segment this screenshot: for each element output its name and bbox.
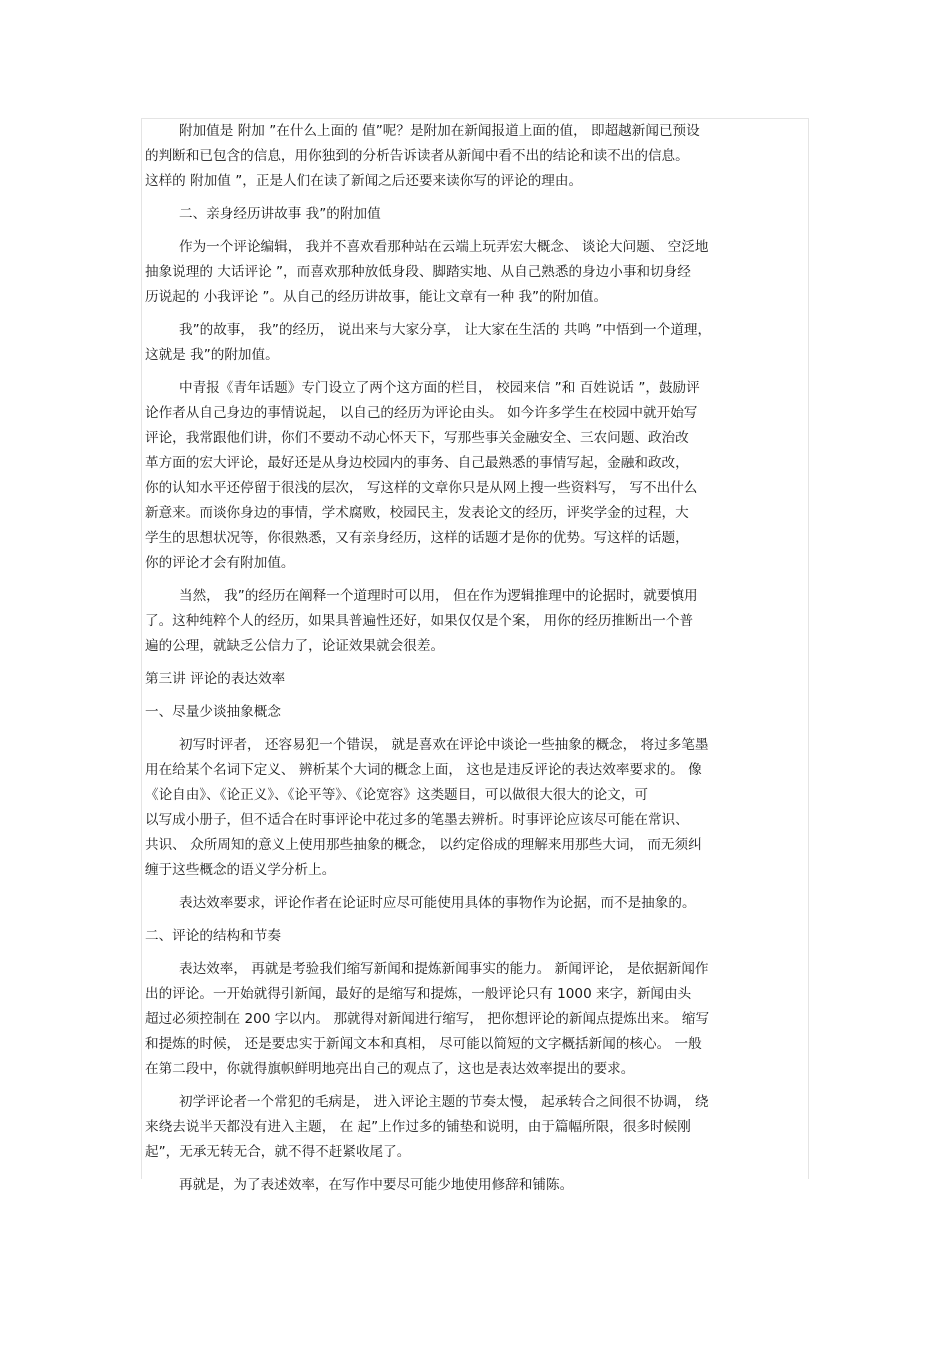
text-line: 抽象说理的 大话评论 ”，而喜欢那种放低身段、脚踏实地、从自己熟悉的身边小事和切身经 [145, 264, 691, 280]
paragraph [145, 119, 805, 194]
text-line: 论作者从自己身边的事情说起， 以自己的经历为评论由头。 如今许多学生在校园中就开始写 [145, 405, 698, 421]
text-line: 了。这种纯粹个人的经历，如果具普遍性还好，如果仅仅是个案， 用你的经历推断出一个普 [145, 613, 694, 629]
text-line: 用在给某个名词下定义、 辨析某个大词的概念上面， 这也是违反评论的表达效率要求的。 像 [145, 762, 702, 778]
text-line: 和提炼的时候， 还是要忠实于新闻文本和真相， 尽可能以简短的文字概括新闻的核心。 一般 [145, 1036, 702, 1052]
section-heading: 二、评论的结构和节奏 [145, 928, 281, 944]
text-line: 《论自由》、《论正义》、《论平等》、《论宽容》这类题目，可以做很大很大的论文，可 [145, 787, 648, 803]
text-line: 中青报《青年话题》专门设立了两个这方面的栏目， 校园来信 ”和 百姓说话 ”，鼓励评 [179, 380, 700, 396]
text-line: 这就是 我”的附加值。 [145, 347, 279, 363]
text-line: 再就是，为了表述效率，在写作中要尽可能少地使用修辞和铺陈。 [179, 1177, 574, 1193]
text-line: 新意来。而谈你身边的事情，学术腐败，校园民主，发表论文的经历，评奖学金的过程，大 [145, 505, 689, 521]
document-body [145, 119, 805, 1206]
section-heading: 一、尽量少谈抽象概念 [145, 704, 281, 720]
text-line: 历说起的 小我评论 ”。从自己的经历讲故事，能让文章有一种 我”的附加值。 [145, 289, 608, 305]
text-line: 遍的公理，就缺乏公信力了，论证效果就会很差。 [145, 638, 445, 654]
text-line: 出的评论。一开始就得引新闻，最好的是缩写和提炼，一般评论只有 1000 来字，新闻由头 [145, 986, 692, 1002]
text-line: 你的认知水平还停留于很浅的层次， 写这样的文章你只是从网上搜一些资料写， 写不出什么 [145, 480, 698, 496]
text-line: 当然， 我”的经历在阐释一个道理时可以用， 但在作为逻辑推理中的论据时，就要慎用 [179, 588, 698, 604]
text-line: 革方面的宏大评论，最好还是从身边校园内的事务、自己最熟悉的事情写起，金融和政改， [145, 455, 689, 471]
text-line: 初写时评者， 还容易犯一个错误， 就是喜欢在评论中谈论一些抽象的概念， 将过多笔墨 [179, 737, 709, 753]
text-line: 我”的故事， 我”的经历， 说出来与大家分享， 让大家在生活的 共鸣 ”中悟到一个道理， [179, 322, 712, 338]
text-line: 附加值是 附加 ”在什么上面的 值”呢？是附加在新闻报道上面的值， 即超越新闻已预设 [179, 123, 700, 139]
paragraph [145, 957, 805, 1082]
text-line: 表达效率， 再就是考验我们缩写新闻和提炼新闻事实的能力。 新闻评论， 是依据新闻作 [179, 961, 709, 977]
paragraph [145, 318, 805, 368]
text-line: 你的评论才会有附加值。 [145, 555, 295, 571]
text-line: 起”，无承无转无合，就不得不赶紧收尾了。 [145, 1144, 411, 1160]
text-line: 共识、 众所周知的意义上使用那些抽象的概念， 以约定俗成的理解来用那些大词， 而无须纠 [145, 837, 702, 853]
text-line: 评论，我常跟他们讲，你们不要动不动心怀天下，写那些事关金融安全、三农问题、政治改 [145, 430, 689, 446]
paragraph [145, 891, 805, 916]
text-line: 表达效率要求，评论作者在论证时应尽可能使用具体的事物作为论据，而不是抽象的。 [179, 895, 696, 911]
section-heading: 二、亲身经历讲故事 我”的附加值 [179, 206, 381, 222]
text-line: 作为一个评论编辑， 我并不喜欢看那种站在云端上玩弄宏大概念、 谈论大问题、 空泛地 [179, 239, 709, 255]
text-line: 学生的思想状况等，你很熟悉，又有亲身经历，这样的话题才是你的优势。写这样的话题， [145, 530, 689, 546]
text-line: 初学评论者一个常犯的毛病是， 进入评论主题的节奏太慢， 起承转合之间很不协调， 绕 [179, 1094, 709, 1110]
text-line: 缠于这些概念的语义学分析上。 [145, 862, 336, 878]
paragraph [145, 1090, 805, 1165]
text-line: 超过必须控制在 200 字以内。 那就得对新闻进行缩写， 把你想评论的新闻点提炼出来。 缩写 [145, 1011, 710, 1027]
paragraph [145, 376, 805, 576]
text-line: 的判断和已包含的信息，用你独到的分析告诉读者从新闻中看不出的结论和读不出的信息。 [145, 148, 689, 164]
paragraph [145, 235, 805, 310]
section-heading: 第三讲 评论的表达效率 [145, 671, 286, 687]
text-line: 在第二段中，你就得旗帜鲜明地亮出自己的观点了，这也是表达效率提出的要求。 [145, 1061, 635, 1077]
text-line: 这样的 附加值 ”，正是人们在读了新闻之后还要来读你写的评论的理由。 [145, 173, 583, 189]
text-line: 以写成小册子，但不适合在时事评论中花过多的笔墨去辨析。时事评论应该尽可能在常识、 [145, 812, 689, 828]
paragraph [145, 733, 805, 883]
paragraph [145, 584, 805, 659]
text-line: 来绕去说半天都没有进入主题， 在 起”上作过多的铺垫和说明，由于篇幅所限，很多时候刚 [145, 1119, 691, 1135]
paragraph [145, 1173, 805, 1198]
